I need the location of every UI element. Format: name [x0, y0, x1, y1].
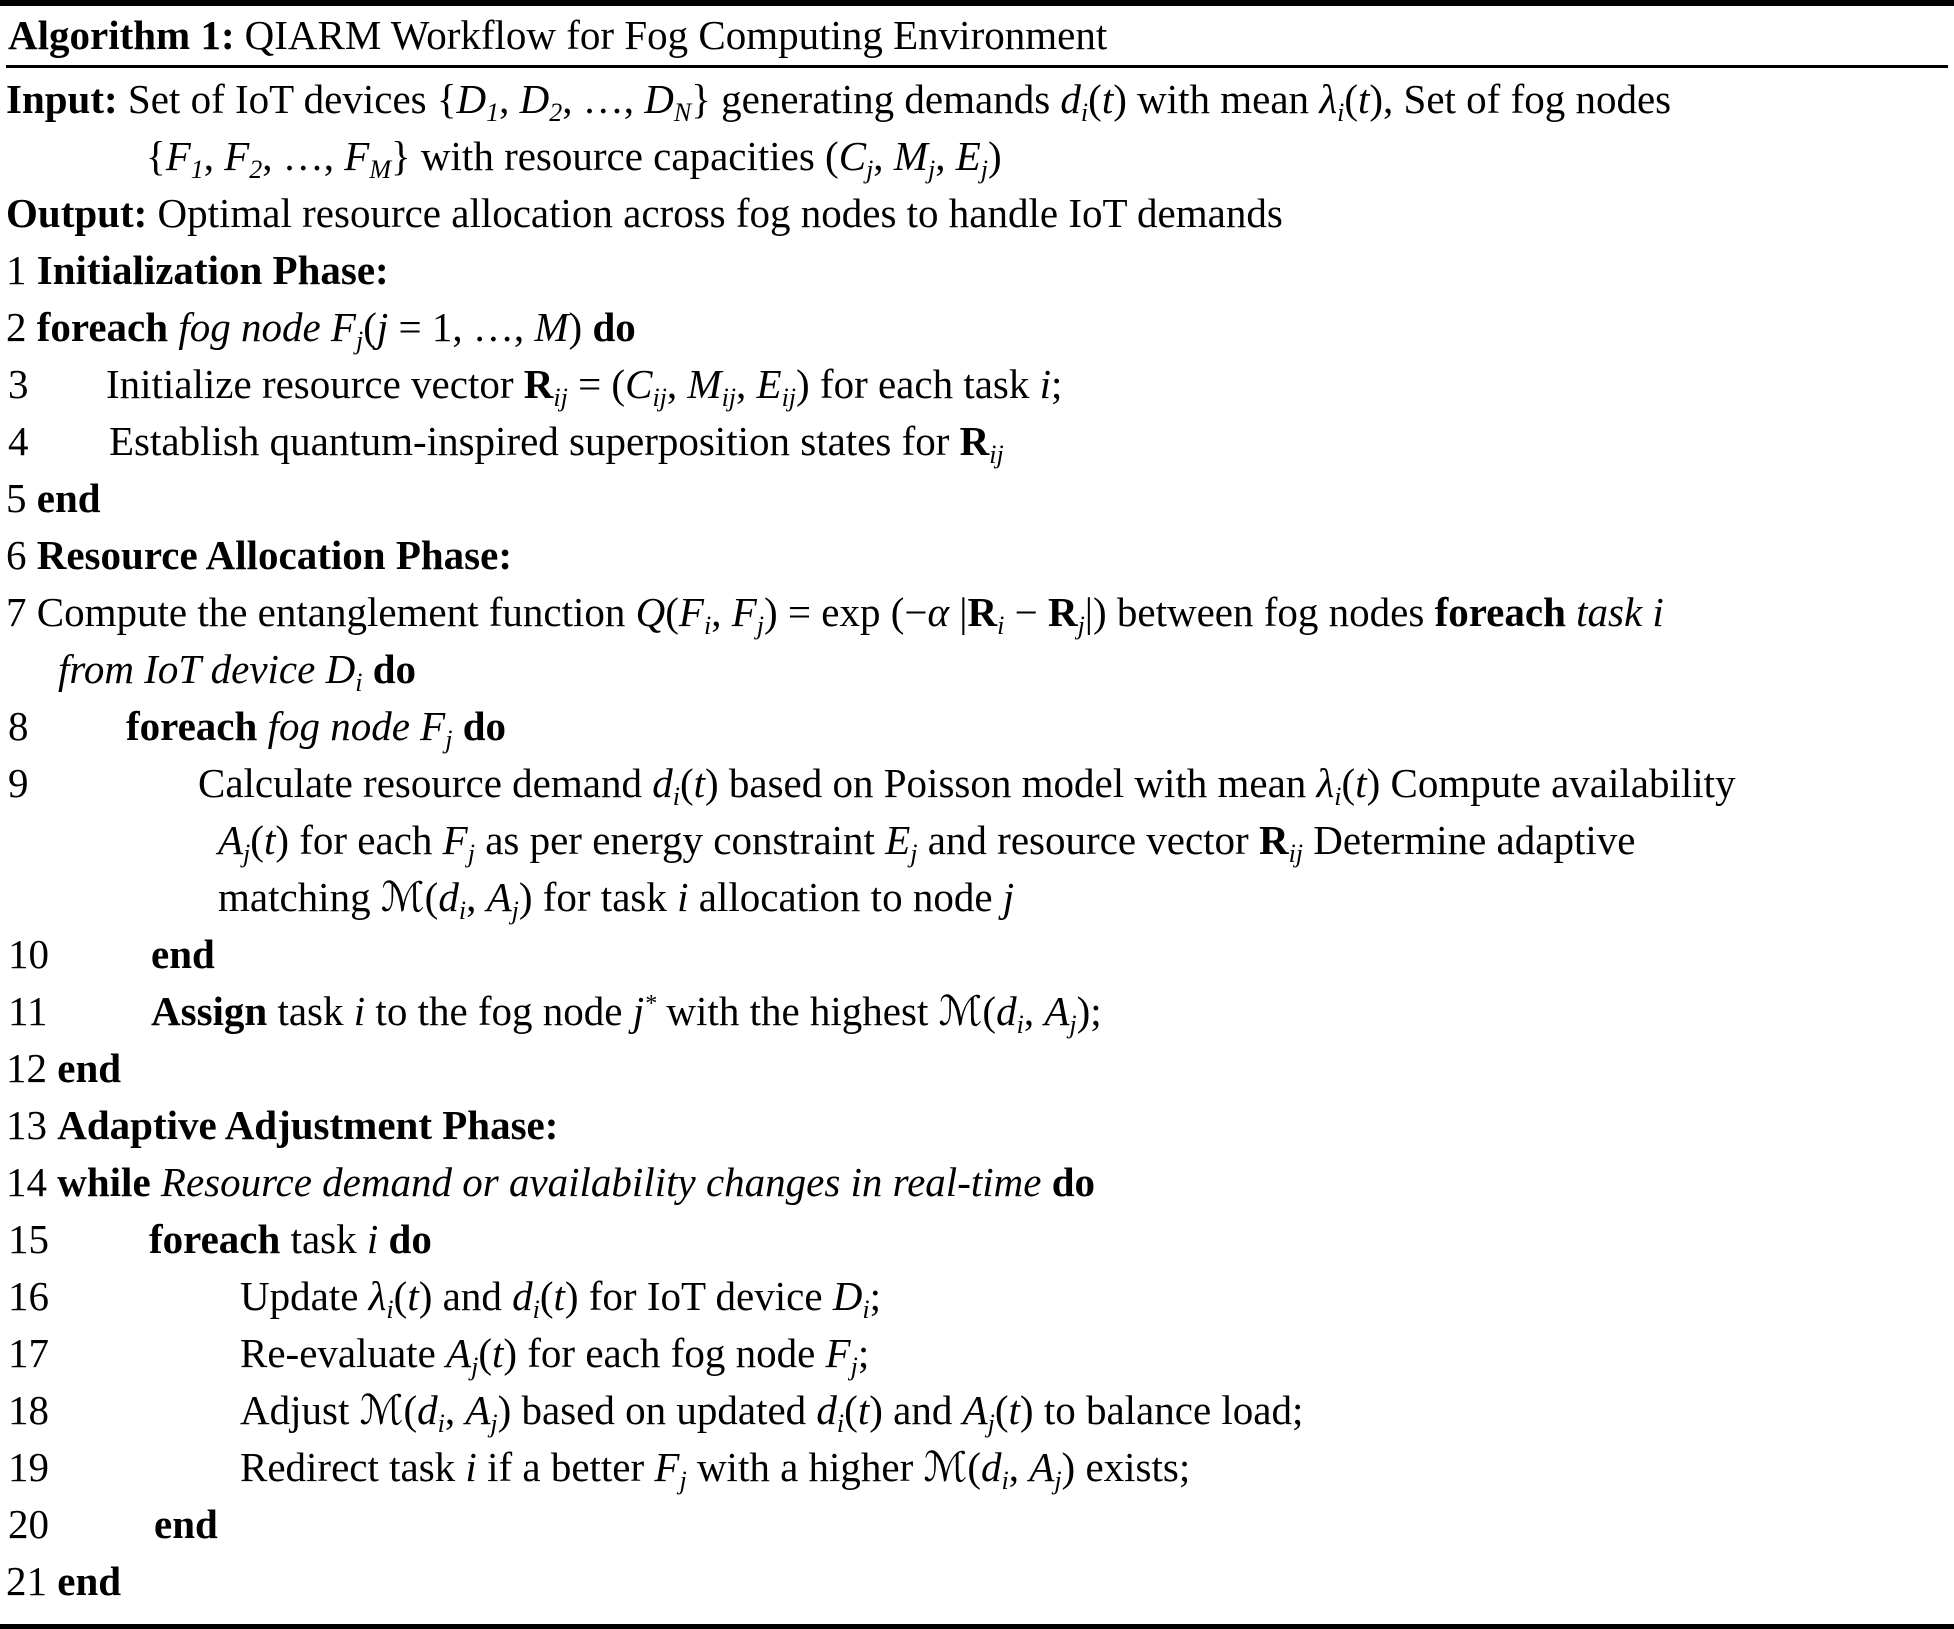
algorithm-line-3 [6, 356, 1948, 413]
line-segment: with a higher [686, 1444, 924, 1490]
line-segment: t [693, 760, 705, 806]
line-segment: , [499, 76, 520, 122]
line-segment: ) exists; [1061, 1444, 1191, 1490]
line-text [6, 755, 1948, 812]
line-segment: ( [1088, 76, 1102, 122]
line-segment: $A_j$ [962, 1387, 995, 1438]
line-segment: t [1357, 76, 1370, 122]
line-segment: foreach [149, 1216, 291, 1262]
line-number: 8 [8, 703, 29, 749]
line-segment: Q [635, 589, 666, 635]
line-number: 12 [6, 1045, 58, 1091]
line-segment: while [57, 1159, 161, 1205]
algorithm-line-5 [6, 470, 1948, 527]
line-segment: i [1039, 361, 1052, 407]
line-segment: ( [679, 760, 694, 806]
line-segment: ) Compute availability [1366, 760, 1736, 806]
line-segment: ) based on updated [497, 1387, 817, 1433]
line-segment: ; [857, 1330, 870, 1376]
line-segment: , [203, 133, 225, 179]
line-segment: do [1051, 1159, 1096, 1205]
algorithm-line-14 [6, 1154, 1948, 1211]
line-segment: $d_i$ [652, 760, 680, 811]
line-segment: t [1355, 760, 1367, 806]
line-text [6, 1439, 1948, 1496]
line-segment: ) for task [518, 874, 678, 920]
line-number: 14 [6, 1159, 58, 1205]
line-segment: ) for IoT device [564, 1273, 833, 1319]
line-segment: $F_j$ [825, 1330, 858, 1381]
line-segment: i [366, 1216, 379, 1262]
line-segment: Calculate resource demand [198, 760, 653, 806]
line-segment: $E_j$ [885, 817, 918, 868]
line-segment: ( [994, 1387, 1009, 1433]
line-segment: , …, [262, 133, 345, 179]
algorithm-line-20 [6, 1496, 1948, 1553]
line-segment: = 1, …, [388, 304, 535, 350]
line-segment [1041, 1159, 1051, 1205]
line-segment: Resource Allocation Phase: [36, 532, 512, 578]
line-segment: Establish quantum-inspired superposition states for [109, 418, 960, 464]
line-segment: Initialize resource vector [106, 361, 524, 407]
line-segment: ), Set of fog nodes [1369, 76, 1672, 122]
line-segment: ; [1051, 361, 1063, 407]
line-text [6, 1382, 1948, 1439]
line-segment: $d_i$ [996, 988, 1024, 1039]
line-number: 20 [8, 1501, 49, 1547]
line-number: 5 [6, 475, 37, 521]
algorithm-line-13 [6, 1097, 1948, 1154]
line-text [6, 698, 1948, 755]
algorithm-line-10 [6, 926, 1948, 983]
line-segment: j [1002, 874, 1015, 920]
line-segment: $M_j$ [893, 133, 936, 184]
algorithm-line-cont [6, 185, 1948, 242]
algorithm-line-1 [6, 242, 1948, 299]
line-segment: $A_j$ [486, 874, 519, 925]
line-segment: ( [539, 1273, 554, 1319]
line-segment: foreach [1434, 589, 1577, 635]
line-segment: ℳ( [923, 1444, 982, 1490]
line-segment: end [151, 931, 215, 977]
algorithm-line-7 [6, 584, 1948, 641]
algorithm-body [6, 68, 1948, 1610]
line-segment: , [666, 361, 688, 407]
line-segment: i [353, 988, 366, 1034]
line-number: 1 [6, 247, 37, 293]
line-segment: ( [363, 304, 377, 350]
line-segment: $D_i$ [325, 646, 363, 697]
line-segment: , [1008, 1444, 1030, 1490]
algorithm-line-2 [6, 299, 1948, 356]
line-segment [378, 1216, 388, 1262]
line-segment: $F_2$ [224, 133, 263, 184]
algorithm-line-cont [6, 869, 1948, 926]
line-segment: j [376, 304, 389, 350]
line-segment: t [491, 1330, 504, 1376]
line-segment: do [462, 703, 506, 749]
line-segment: ); [1076, 988, 1102, 1034]
line-segment: t [1008, 1387, 1020, 1433]
line-segment: $D_i$ [832, 1273, 870, 1324]
line-number: 13 [6, 1102, 58, 1148]
line-segment: ( [844, 1387, 858, 1433]
line-segment: j* [632, 988, 657, 1034]
line-segment: ) [568, 304, 593, 350]
algorithm-line-6 [6, 527, 1948, 584]
line-segment: end [57, 1558, 122, 1604]
line-segment: $C_j$ [838, 133, 874, 184]
line-text [6, 128, 1948, 185]
line-segment: task i [1576, 589, 1664, 635]
line-segment: Compute the entanglement function [36, 589, 636, 635]
line-segment: foreach [126, 703, 268, 749]
algorithm-line-21 [6, 1553, 1948, 1610]
line-segment: Assign [151, 988, 268, 1034]
line-segment: ( [478, 1330, 492, 1376]
line-segment: do [388, 1216, 432, 1262]
line-segment: Redirect task [240, 1444, 466, 1490]
line-segment: end [36, 475, 101, 521]
line-segment: α [927, 589, 950, 635]
algorithm-line-cont [6, 128, 1948, 185]
line-text [6, 1496, 1948, 1553]
line-text [6, 641, 1948, 698]
line-segment: do [592, 304, 636, 350]
algorithm-line-15 [6, 1211, 1948, 1268]
algorithm-line-12 [6, 1040, 1948, 1097]
algorithm-line-cont [6, 812, 1948, 869]
line-segment: $A_j$ [1044, 988, 1077, 1039]
line-segment: $d_i$ [981, 1444, 1009, 1495]
line-segment [452, 703, 462, 749]
line-segment: ) with mean [1113, 76, 1320, 122]
line-segment: , [873, 133, 894, 179]
line-text [6, 926, 1948, 983]
line-segment: t [407, 1273, 419, 1319]
line-segment: task [290, 1216, 367, 1262]
line-segment: with the highest [656, 988, 939, 1034]
line-segment: $R_i$ [967, 589, 1005, 640]
line-segment: Resource demand or availability changes in real-time [160, 1159, 1042, 1205]
line-segment: i [677, 874, 689, 920]
line-segment: Input: [6, 76, 128, 122]
algorithm-line-16 [6, 1268, 1948, 1325]
line-segment: ; [869, 1273, 882, 1319]
algorithm-caption [6, 6, 1948, 68]
line-segment [362, 646, 372, 692]
line-text [6, 1268, 1948, 1325]
line-segment: Re-evaluate [240, 1330, 447, 1376]
line-number: 19 [8, 1444, 49, 1490]
line-segment: $R_j$ [1047, 589, 1085, 640]
line-segment: $d_i$ [512, 1273, 540, 1324]
line-number: 18 [8, 1387, 49, 1433]
line-segment: $M_{ij}$ [687, 361, 737, 412]
line-segment: ) based on Poisson model with mean [705, 760, 1317, 806]
line-number: 17 [8, 1330, 49, 1376]
line-segment: , …, [562, 76, 645, 122]
line-segment: $d_i$ [417, 1387, 445, 1438]
line-segment: |) between fog nodes [1084, 589, 1435, 635]
line-segment: $F_j$ [420, 703, 453, 754]
line-segment: ) to balance load; [1019, 1387, 1304, 1433]
line-segment: $D_1$ [456, 76, 500, 127]
line-number: 21 [6, 1558, 58, 1604]
line-segment: $F_j$ [654, 1444, 687, 1495]
line-segment: $\lambda_i$ [1316, 760, 1342, 811]
line-segment: $d_i$ [816, 1387, 845, 1438]
line-segment: $A_j$ [446, 1330, 479, 1381]
line-segment: ( [1344, 76, 1358, 122]
line-segment: ( [250, 817, 264, 863]
line-number: 9 [8, 760, 29, 806]
line-segment: from IoT device [58, 646, 326, 692]
line-segment: as per energy constraint [474, 817, 886, 863]
line-segment: $A_j$ [1029, 1444, 1062, 1495]
algorithm-line-4 [6, 413, 1948, 470]
algorithm-line-19 [6, 1439, 1948, 1496]
line-segment: ( [1341, 760, 1356, 806]
line-segment: t [263, 817, 276, 863]
line-segment: $d_i$ [438, 874, 467, 925]
line-segment: $\lambda_i$ [1319, 76, 1345, 127]
line-segment: $R_{ij}$ [1258, 817, 1304, 868]
line-segment: Adaptive Adjustment Phase: [57, 1102, 559, 1148]
line-segment: ℳ( [359, 1387, 418, 1433]
line-text [6, 869, 1948, 926]
line-segment: ℳ( [380, 874, 439, 920]
line-segment: ) for each fog node [503, 1330, 826, 1376]
line-segment: , [935, 133, 956, 179]
line-number: 6 [6, 532, 37, 578]
line-segment: Set of IoT devices { [127, 76, 457, 122]
line-segment: do [372, 646, 416, 692]
line-segment: $F_i$ [678, 589, 712, 640]
line-segment: $R_{ij}$ [523, 361, 568, 412]
algorithm-caption-title: QIARM Workflow for Fog Computing Environment [244, 12, 1108, 58]
line-segment: $F_j$ [330, 304, 364, 355]
line-segment: , [466, 874, 487, 920]
line-segment: ( [393, 1273, 408, 1319]
line-segment: if a better [476, 1444, 655, 1490]
line-segment: $E_{ij}$ [756, 361, 797, 412]
line-segment: fog node [178, 304, 331, 350]
line-segment: ) [987, 133, 1002, 179]
line-segment: Update [240, 1273, 369, 1319]
line-segment: end [154, 1501, 218, 1547]
line-segment: $A_j$ [465, 1387, 498, 1438]
line-segment: { [146, 133, 166, 179]
line-segment: ℳ( [938, 988, 997, 1034]
line-segment: $E_j$ [955, 133, 988, 184]
line-segment: t [857, 1387, 870, 1433]
line-text [6, 356, 1948, 413]
line-number: 15 [8, 1216, 49, 1262]
line-segment: $C_{ij}$ [625, 361, 667, 412]
line-segment: } generating demands [691, 76, 1061, 122]
line-segment: and resource vector [917, 817, 1259, 863]
line-segment: $\lambda_i$ [368, 1273, 394, 1324]
algorithm-caption-label: Algorithm 1: [8, 12, 235, 58]
line-segment: t [553, 1273, 565, 1319]
line-text [6, 413, 1948, 470]
algorithm-line-11 [6, 983, 1948, 1040]
line-segment: − [1004, 589, 1048, 635]
line-segment: end [57, 1045, 122, 1091]
line-segment: Initialization Phase: [36, 247, 389, 293]
line-segment: $F_j$ [442, 817, 475, 868]
line-segment: , [736, 361, 757, 407]
line-segment: Output: [6, 190, 158, 236]
line-segment: ) and [418, 1273, 513, 1319]
algorithm-line-9 [6, 755, 1948, 812]
algorithm-line-18 [6, 1382, 1948, 1439]
line-segment: fog node [267, 703, 421, 749]
line-segment: i [465, 1444, 477, 1490]
line-segment: $D_2$ [519, 76, 563, 127]
line-segment: ) = exp (− [763, 589, 928, 635]
line-text [6, 983, 1948, 1040]
line-segment: ) and [869, 1387, 963, 1433]
line-segment: ( [665, 589, 679, 635]
line-segment: , [1023, 988, 1045, 1034]
line-number: 16 [8, 1273, 49, 1319]
line-segment: , [444, 1387, 466, 1433]
line-segment: $F_1$ [165, 133, 204, 184]
algorithm-line-8 [6, 698, 1948, 755]
algorithm-line-cont [6, 71, 1948, 128]
line-segment: } with resource capacities ( [391, 133, 839, 179]
line-segment: $R_{ij}$ [959, 418, 1004, 469]
line-text [6, 1325, 1948, 1382]
line-segment: ) for each task [796, 361, 1040, 407]
line-segment: $F_M$ [344, 133, 391, 184]
line-segment: $A_j$ [218, 817, 251, 868]
line-segment: matching [218, 874, 381, 920]
line-segment: foreach [36, 304, 179, 350]
algorithm-line-17 [6, 1325, 1948, 1382]
line-number: 7 [6, 589, 37, 635]
line-segment: M [534, 304, 569, 350]
line-segment: Determine adaptive [1303, 817, 1636, 863]
line-segment: = ( [567, 361, 626, 407]
line-segment: ) for each [275, 817, 443, 863]
line-segment: $D_N$ [644, 76, 692, 127]
line-segment: to the fog node [365, 988, 633, 1034]
line-segment: | [949, 589, 968, 635]
line-segment: allocation to node [688, 874, 1003, 920]
line-segment: , [711, 589, 732, 635]
line-segment: $F_j$ [731, 589, 764, 640]
line-segment: task [267, 988, 354, 1034]
line-text [6, 812, 1948, 869]
line-segment: t [1101, 76, 1114, 122]
algorithm-line-cont [6, 641, 1948, 698]
line-segment: Adjust [240, 1387, 360, 1433]
line-segment: Optimal resource allocation across fog nodes to handle IoT demands [157, 190, 1283, 236]
line-number: 3 [8, 361, 29, 407]
line-text [6, 1211, 1948, 1268]
line-number: 10 [8, 931, 49, 977]
line-number: 11 [8, 988, 48, 1034]
line-number: 2 [6, 304, 37, 350]
line-segment: $d_i$ [1060, 76, 1089, 127]
line-number: 4 [8, 418, 29, 464]
